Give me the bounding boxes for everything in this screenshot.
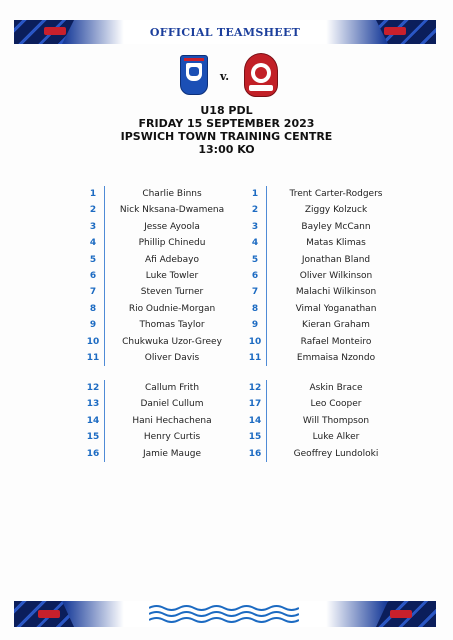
away-player-name: Bayley McCann xyxy=(301,221,371,232)
away-player-number: 9 xyxy=(251,320,259,331)
table-row xyxy=(80,235,380,251)
away-player-number: 10 xyxy=(248,336,262,347)
table-row xyxy=(80,380,380,396)
table-row xyxy=(80,413,380,429)
home-player-number: 9 xyxy=(89,320,97,331)
away-player-name: Will Thompson xyxy=(302,415,370,426)
home-player-name: Rio Oudnie-Morgan xyxy=(128,303,216,314)
away-player-number: 6 xyxy=(251,271,259,281)
away-player-number: 4 xyxy=(251,238,259,249)
away-player-number: 5 xyxy=(251,254,259,265)
home-player-number: 10 xyxy=(86,336,100,347)
home-player-number: 12 xyxy=(86,383,100,393)
versus-text: v. xyxy=(220,70,230,83)
home-player-number: 13 xyxy=(86,399,100,410)
home-player-number: 1 xyxy=(89,189,97,199)
home-player-name: Daniel Cullum xyxy=(140,399,204,410)
away-player-number: 2 xyxy=(251,205,259,216)
table-row xyxy=(80,186,383,202)
home-player-name: Jamie Mauge xyxy=(142,448,202,459)
table-row xyxy=(80,268,380,284)
away-player-number: 7 xyxy=(251,287,259,298)
footer-tag-right xyxy=(390,610,412,618)
away-player-number: 14 xyxy=(248,415,262,426)
home-player-name: Callum Frith xyxy=(144,383,200,393)
away-player-number: 12 xyxy=(248,383,262,393)
home-player-name: Charlie Binns xyxy=(142,189,202,199)
ipswich-town-crest-icon xyxy=(180,55,208,95)
home-player-name: Jesse Ayoola xyxy=(144,221,200,232)
home-player-name: Thomas Taylor xyxy=(139,320,205,331)
home-player-number: 3 xyxy=(89,221,97,232)
crest-horse xyxy=(189,67,199,76)
footer-pattern-right xyxy=(376,601,436,627)
home-player-name: Nick Nksana-Dwamena xyxy=(119,205,225,216)
home-player-number: 15 xyxy=(86,432,100,443)
home-player-name: Chukwuka Uzor-Greey xyxy=(122,336,222,347)
match-date: FRIDAY 15 SEPTEMBER 2023 xyxy=(138,117,315,130)
away-player-name: Luke Alker xyxy=(312,432,360,443)
home-player-number: 11 xyxy=(86,353,100,363)
bottom-banner xyxy=(14,601,436,627)
table-row xyxy=(80,219,380,235)
away-player-number: 1 xyxy=(251,189,259,199)
home-player-number: 5 xyxy=(89,254,97,265)
away-player-name: Kieran Graham xyxy=(302,320,370,331)
away-player-name: Matas Klimas xyxy=(306,238,366,249)
home-player-number: 7 xyxy=(89,287,97,298)
crest-band xyxy=(249,85,273,91)
home-player-name: Luke Towler xyxy=(145,271,199,281)
kickoff-time: 13:00 KO xyxy=(198,143,255,156)
crest-stripe xyxy=(184,58,204,61)
away-player-number: 16 xyxy=(248,448,262,459)
table-row xyxy=(80,429,380,445)
away-player-number: 17 xyxy=(248,399,262,410)
starting-lineup-table xyxy=(80,186,383,366)
crests xyxy=(0,55,453,97)
away-player-number: 8 xyxy=(251,303,259,314)
home-player-number: 4 xyxy=(89,238,97,249)
away-player-name: Jonathan Bland xyxy=(301,254,371,265)
away-player-name: Emmaisa Nzondo xyxy=(296,353,376,363)
away-player-name: Rafael Monteiro xyxy=(300,336,372,347)
table-row xyxy=(80,284,380,300)
away-player-number: 3 xyxy=(251,221,259,232)
table-row xyxy=(80,301,380,317)
barnsley-fc-crest-icon xyxy=(244,53,278,97)
home-player-name: Steven Turner xyxy=(140,287,204,298)
home-player-number: 16 xyxy=(86,448,100,459)
away-player-number: 15 xyxy=(248,432,262,443)
away-player-name: Geoffrey Lundoloki xyxy=(293,448,379,459)
crest-center xyxy=(255,67,267,79)
table-row xyxy=(80,202,380,218)
away-player-name: Vimal Yoganathan xyxy=(295,303,377,314)
home-player-number: 8 xyxy=(89,303,97,314)
substitutes-table xyxy=(80,380,380,462)
venue: IPSWICH TOWN TRAINING CENTRE xyxy=(120,130,333,143)
home-player-number: 6 xyxy=(89,271,97,281)
away-player-name: Malachi Wilkinson xyxy=(295,287,377,298)
away-player-name: Askin Brace xyxy=(309,383,363,393)
table-row xyxy=(80,252,380,268)
away-player-number: 11 xyxy=(248,353,262,363)
home-player-name: Henry Curtis xyxy=(143,432,201,443)
table-row xyxy=(80,446,380,462)
table-row xyxy=(80,396,380,412)
waves-icon xyxy=(149,603,299,625)
table-row xyxy=(80,350,380,366)
away-player-name: Trent Carter-Rodgers xyxy=(289,189,383,199)
home-player-number: 2 xyxy=(89,205,97,216)
footer-tag-left xyxy=(38,610,60,618)
footer-pattern-left xyxy=(14,601,74,627)
away-player-name: Ziggy Kolzuck xyxy=(304,205,368,216)
away-player-name: Oliver Wilkinson xyxy=(299,271,373,281)
home-player-name: Hani Hechachena xyxy=(132,415,212,426)
table-row xyxy=(80,334,380,350)
home-player-name: Phillip Chinedu xyxy=(138,238,206,249)
banner-title: OFFICIAL TEAMSHEET xyxy=(149,26,301,39)
home-player-name: Afi Adebayo xyxy=(145,254,199,265)
competition: U18 PDL xyxy=(200,104,253,117)
table-row xyxy=(80,317,380,333)
home-player-name: Oliver Davis xyxy=(144,353,200,363)
home-player-number: 14 xyxy=(86,415,100,426)
top-banner xyxy=(14,20,436,44)
away-player-name: Leo Cooper xyxy=(310,399,362,410)
